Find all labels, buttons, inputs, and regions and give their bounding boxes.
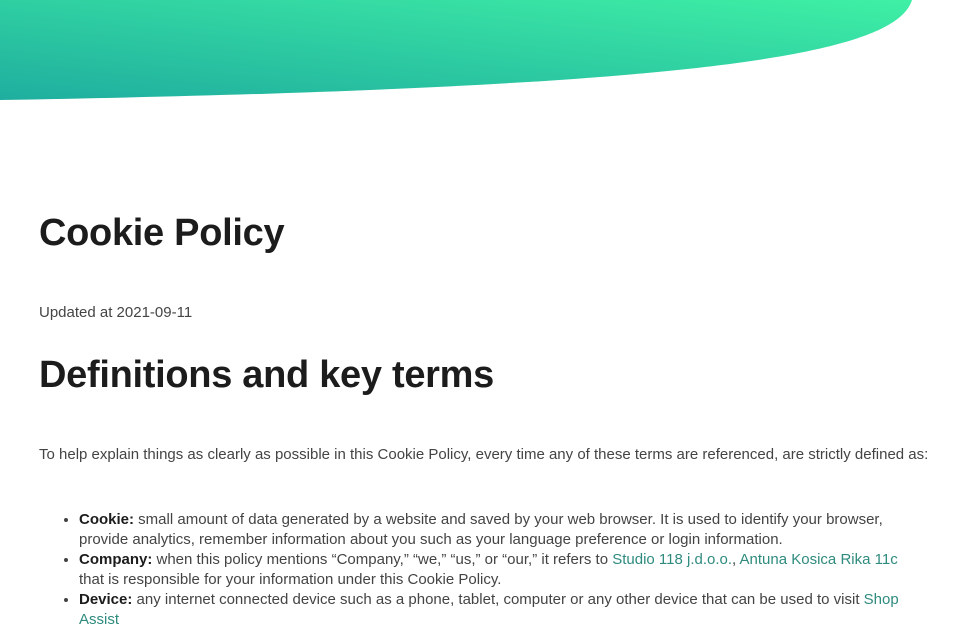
list-item-cookie — [79, 510, 915, 550]
term-definition: small amount of data generated by a website and saved by your web browser. It is used to identify your browser, provide analytics, remember information about you such as your language preference or login information. — [79, 511, 883, 548]
shop-assist-link[interactable]: Shop Assist — [79, 591, 899, 628]
list-item-company — [79, 550, 915, 590]
term-label: Device: — [79, 591, 133, 608]
company-name-link[interactable]: Studio 118 j.d.o.o. — [612, 551, 733, 568]
header-wave-banner — [0, 0, 960, 110]
page-title: Cookie Policy — [39, 212, 285, 254]
list-item-device — [79, 590, 915, 630]
term-label: Cookie: — [79, 511, 135, 528]
section-heading-definitions: Definitions and key terms — [39, 354, 494, 396]
definitions-list — [39, 510, 915, 630]
term-definition: any internet connected device such as a phone, tablet, computer or any other device that can be used to visit — [132, 591, 864, 608]
link-separator: , — [732, 551, 740, 568]
intro-paragraph: To help explain things as clearly as possible in this Cookie Policy, every time any of these terms are referenced, are strictly defined as: — [39, 446, 929, 463]
updated-date: Updated at 2021-09-11 — [39, 304, 193, 321]
term-definition: when this policy mentions “Company,” “we,” “us,” or “our,” it refers to — [152, 551, 613, 568]
term-definition-end: that is responsible for your information under this Cookie Policy. — [79, 571, 502, 588]
term-label: Company: — [79, 551, 153, 568]
company-address-link[interactable]: Antuna Kosica Rika 11c — [739, 551, 898, 568]
